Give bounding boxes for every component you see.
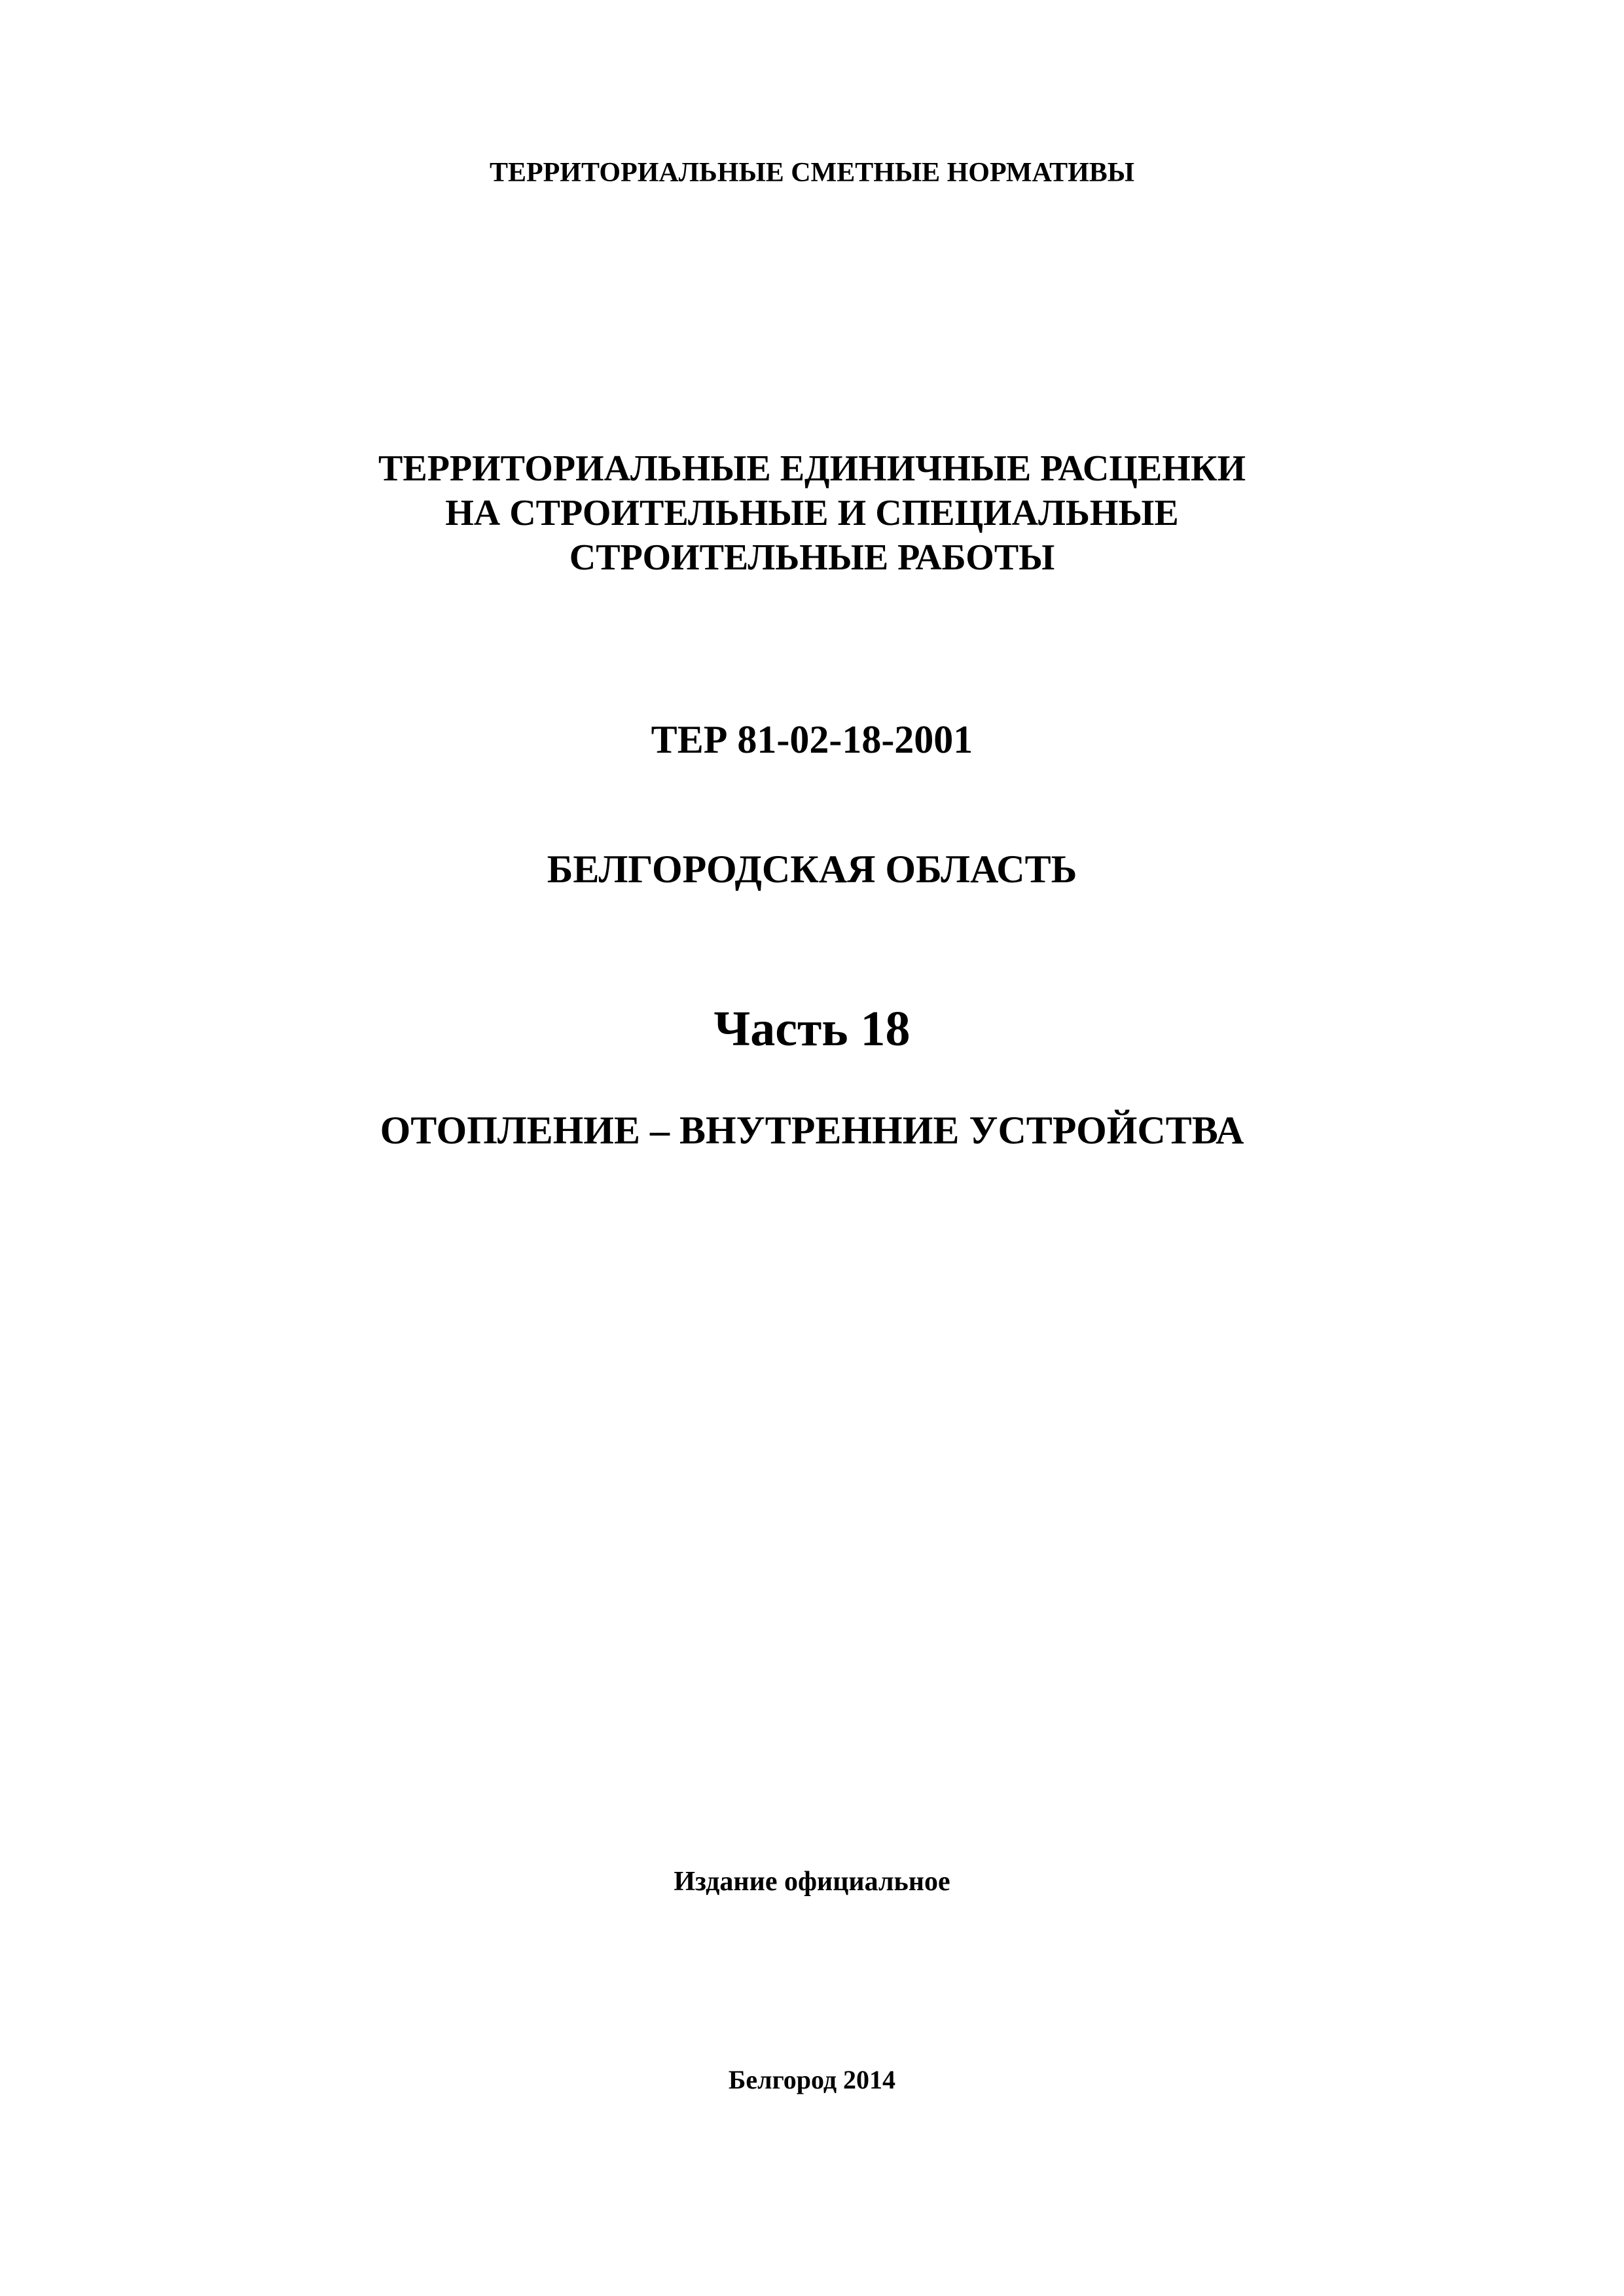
series-heading: ТЕРРИТОРИАЛЬНЫЕ СМЕТНЫЕ НОРМАТИВЫ bbox=[489, 158, 1135, 188]
document-code: ТЕР 81-02-18-2001 bbox=[651, 718, 973, 761]
region-name: БЕЛГОРОДСКАЯ ОБЛАСТЬ bbox=[547, 848, 1077, 891]
section-title: ОТОПЛЕНИЕ – ВНУТРЕННИЕ УСТРОЙСТВА bbox=[380, 1109, 1244, 1152]
part-number: Часть 18 bbox=[713, 1001, 911, 1056]
place-and-year: Белгород 2014 bbox=[728, 2065, 896, 2094]
edition-note: Издание официальное bbox=[674, 1867, 950, 1897]
document-title-line-1: ТЕРРИТОРИАЛЬНЫЕ ЕДИНИЧНЫЕ РАСЦЕНКИ bbox=[378, 448, 1246, 489]
document-title-line-3: СТРОИТЕЛЬНЫЕ РАБОТЫ bbox=[569, 537, 1055, 578]
document-title-line-2: НА СТРОИТЕЛЬНЫЕ И СПЕЦИАЛЬНЫЕ bbox=[445, 493, 1179, 533]
